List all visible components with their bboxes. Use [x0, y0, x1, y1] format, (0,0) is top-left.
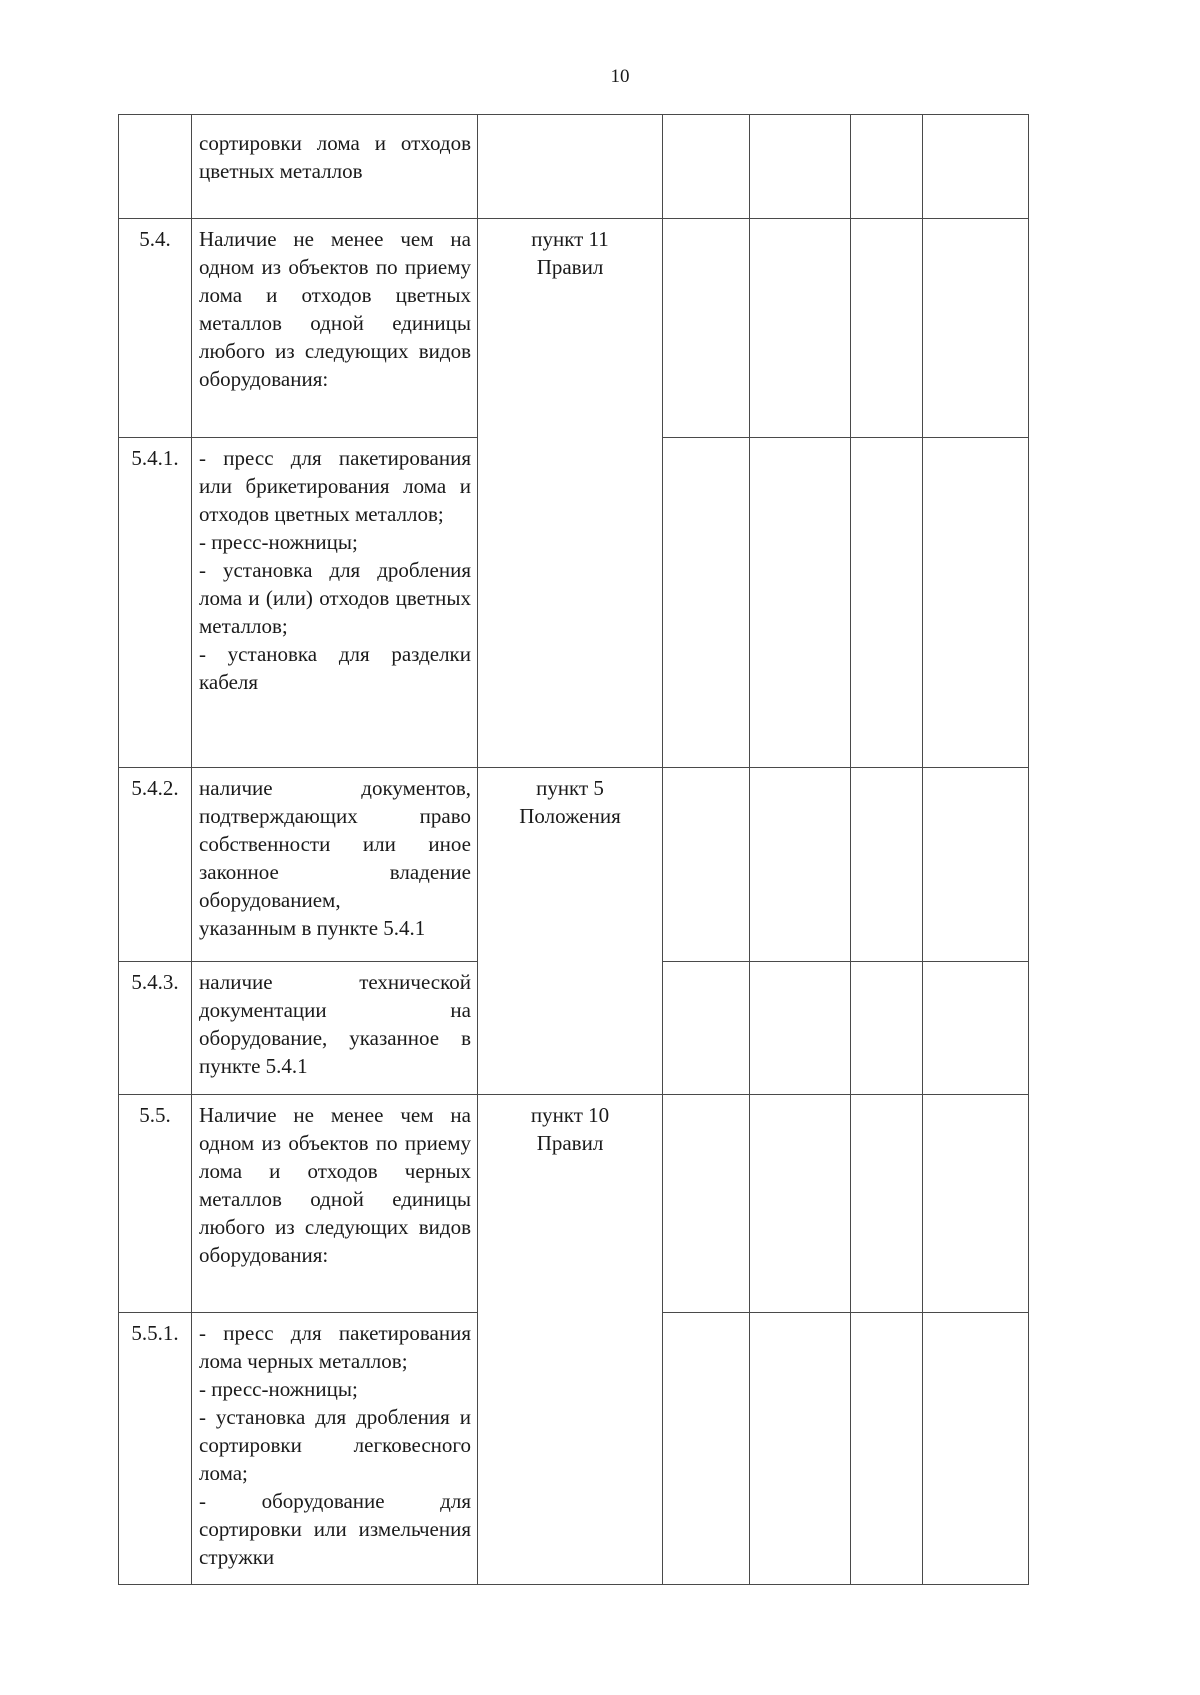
empty-cell — [750, 438, 851, 768]
table-row — [119, 115, 1029, 219]
table-row — [119, 1095, 1029, 1313]
empty-cell — [923, 219, 1029, 438]
empty-cell — [851, 1313, 923, 1585]
empty-cell — [663, 1313, 750, 1585]
empty-cell — [923, 438, 1029, 768]
empty-cell — [851, 1095, 923, 1313]
empty-cell — [663, 768, 750, 962]
empty-cell — [851, 768, 923, 962]
empty-cell — [923, 1313, 1029, 1585]
row-text: наличие технической документации на оборудование, указанное в пункте 5.4.1 — [192, 962, 478, 1095]
row-number: 5.4.2. — [119, 768, 192, 962]
empty-cell — [750, 768, 851, 962]
empty-cell — [923, 115, 1029, 219]
row-reference: пункт 10 Правил — [478, 1095, 663, 1585]
empty-cell — [663, 219, 750, 438]
table-row — [119, 768, 1029, 962]
row-number: 5.5. — [119, 1095, 192, 1313]
empty-cell — [663, 115, 750, 219]
empty-cell — [851, 219, 923, 438]
row-reference — [478, 115, 663, 219]
row-text: - пресс для пакетирования лома черных металлов; - пресс-ножницы; - установка для дробления и сортировки легковесного лома; - оборудование для сортировки или измельчения стружки — [192, 1313, 478, 1585]
row-text: - пресс для пакетирования или брикетирования лома и отходов цветных металлов; - пресс-ножницы; - установка для дробления лома и (или) отходов цветных металлов; - установка для разделки кабеля — [192, 438, 478, 768]
row-text: наличие документов, подтверждающих право собственности или иное законное владение оборудованием, указанным в пункте 5.4.1 — [192, 768, 478, 962]
requirements-table — [118, 114, 1029, 1585]
empty-cell — [923, 962, 1029, 1095]
row-number: 5.4. — [119, 219, 192, 438]
empty-cell — [750, 115, 851, 219]
empty-cell — [750, 962, 851, 1095]
table-row — [119, 219, 1029, 438]
row-reference: пункт 5 Положения — [478, 768, 663, 1095]
empty-cell — [923, 768, 1029, 962]
row-number: 5.5.1. — [119, 1313, 192, 1585]
empty-cell — [923, 1095, 1029, 1313]
row-text: Наличие не менее чем на одном из объектов по приему лома и отходов черных металлов одной единицы любого из следующих видов оборудования: — [192, 1095, 478, 1313]
empty-cell — [851, 438, 923, 768]
row-number — [119, 115, 192, 219]
empty-cell — [750, 219, 851, 438]
row-number: 5.4.3. — [119, 962, 192, 1095]
row-number: 5.4.1. — [119, 438, 192, 768]
empty-cell — [663, 962, 750, 1095]
empty-cell — [663, 438, 750, 768]
empty-cell — [750, 1313, 851, 1585]
row-text: сортировки лома и отходов цветных металлов — [192, 115, 478, 219]
row-reference: пункт 11 Правил — [478, 219, 663, 768]
page-number: 10 — [610, 66, 630, 87]
empty-cell — [750, 1095, 851, 1313]
empty-cell — [851, 115, 923, 219]
row-text: Наличие не менее чем на одном из объектов по приему лома и отходов цветных металлов одной единицы любого из следующих видов оборудования: — [192, 219, 478, 438]
empty-cell — [663, 1095, 750, 1313]
empty-cell — [851, 962, 923, 1095]
